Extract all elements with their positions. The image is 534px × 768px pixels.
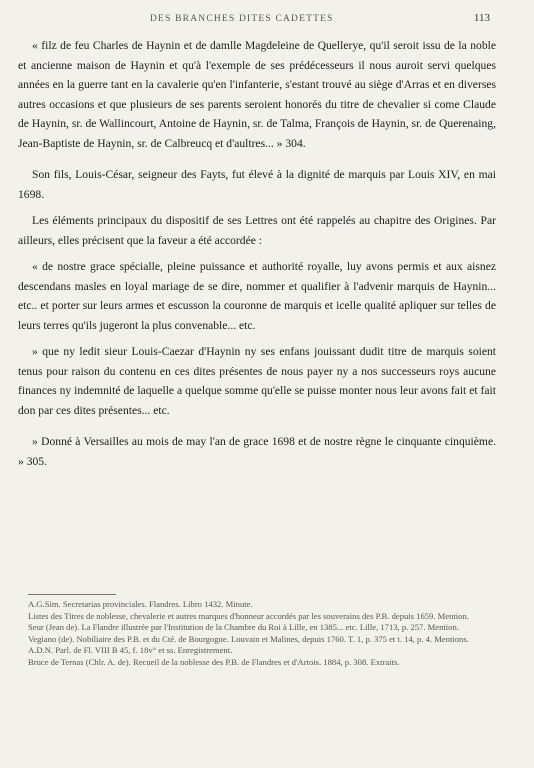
body-text xyxy=(18,36,496,471)
running-title: DES BRANCHES DITES CADETTES xyxy=(150,14,334,24)
paragraph-quote-1: « filz de feu Charles de Haynin et de damlle Magdeleine de Quellerye, qu'il seroit issu de la noble et ancienne maison de Haynin et qu'à l'exemple de ses prédécesseurs il nous auroit servi quelques années en la guerre tant en la cavalerie qu'en l'infanterie, s'estant trouvé au siège d'Arras et en diverses autres occasions et que plusieurs de ses parents seroient honorés du titre de chevalier si come Claude de Haynin, sr. de Wallincourt, Antoine de Haynin, sr. de Talma, François de Haynin, sr. de Querenaing, Jean-Baptiste de Haynin, sr. de Calbreucq et d'aultres... » 304. xyxy=(18,39,496,150)
footnote-5: A.D.N. Parl. de Fl. VIII B 45, f. 18v° et ss. Enregistrement. xyxy=(28,645,233,655)
footnote-4: Vegiano (de). Nobiliaire des P.B. et du Cté. de Bourgogne. Louvain et Malines, depuis 1760. T. 1, p. 375 et t. 14, p. 4. Mentions. xyxy=(28,633,469,644)
footnote-rule xyxy=(28,594,116,595)
paragraph-quote-4: « de nostre grace spécialle, pleine puissance et authorité royalle, luy avons permis et aux aisnez descendans masles en loyal mariage de se dire, nommer et qualifier à l'advenir marquis de Haynin... etc.. et porter sur leurs armes et escusson la couronne de marquis et icelle qualité apliquer sur telles de leurs terres qu'ils jugeront la plus convenable... etc. xyxy=(18,260,496,332)
footnote-6: Bruce de Ternas (Chlr. A. de). Recueil de la noblesse des P.B. de Flandres et d'Artois. 1884, p. 308. Extraits. xyxy=(28,656,400,667)
footnotes xyxy=(18,594,498,668)
paragraph-2: Son fils, Louis-César, seigneur des Fayts, fut élevé à la dignité de marquis par Louis XIV, en mai 1698. xyxy=(18,168,496,201)
paragraph-quote-5: » que ny ledit sieur Louis-Caezar d'Haynin ny ses enfans jouissant dudit titre de marquis soient tenus pour raison du contenu en ces dites présentes de nous payer ny a nos successeurs roys aucune finances ny indemnité de laquelle a quelque somme qu'elle se puisse monter nous leur avons fait et fait don par ces dites présentes... etc. xyxy=(18,345,496,417)
paragraph-quote-6: » Donné à Versailles au mois de may l'an de grace 1698 et de nostre règne le cinquante cinquième. » 305. xyxy=(18,435,496,468)
paragraph-3: Les éléments principaux du dispositif de ses Lettres ont été rappelés au chapitre des Origines. Par ailleurs, elles précisent que la faveur a été accordée : xyxy=(18,214,496,247)
footnote-3: Seur (Jean de). La Flandre illustrée par l'Institution de la Chambre du Roi à Lille, en 1385... etc. Lille, 1713, p. 257. Mention. xyxy=(28,622,459,632)
footnote-2: Listes des Titres de noblesse, chevalerie et autres marques d'honneur accordés par les souverains des P.B. depuis 1659. Mention. xyxy=(28,610,469,621)
page-number: 113 xyxy=(473,12,490,24)
footnote-1: A.G.Sim. Secretarias provinciales. Flandres. Libro 1432. Minute. xyxy=(28,599,253,609)
